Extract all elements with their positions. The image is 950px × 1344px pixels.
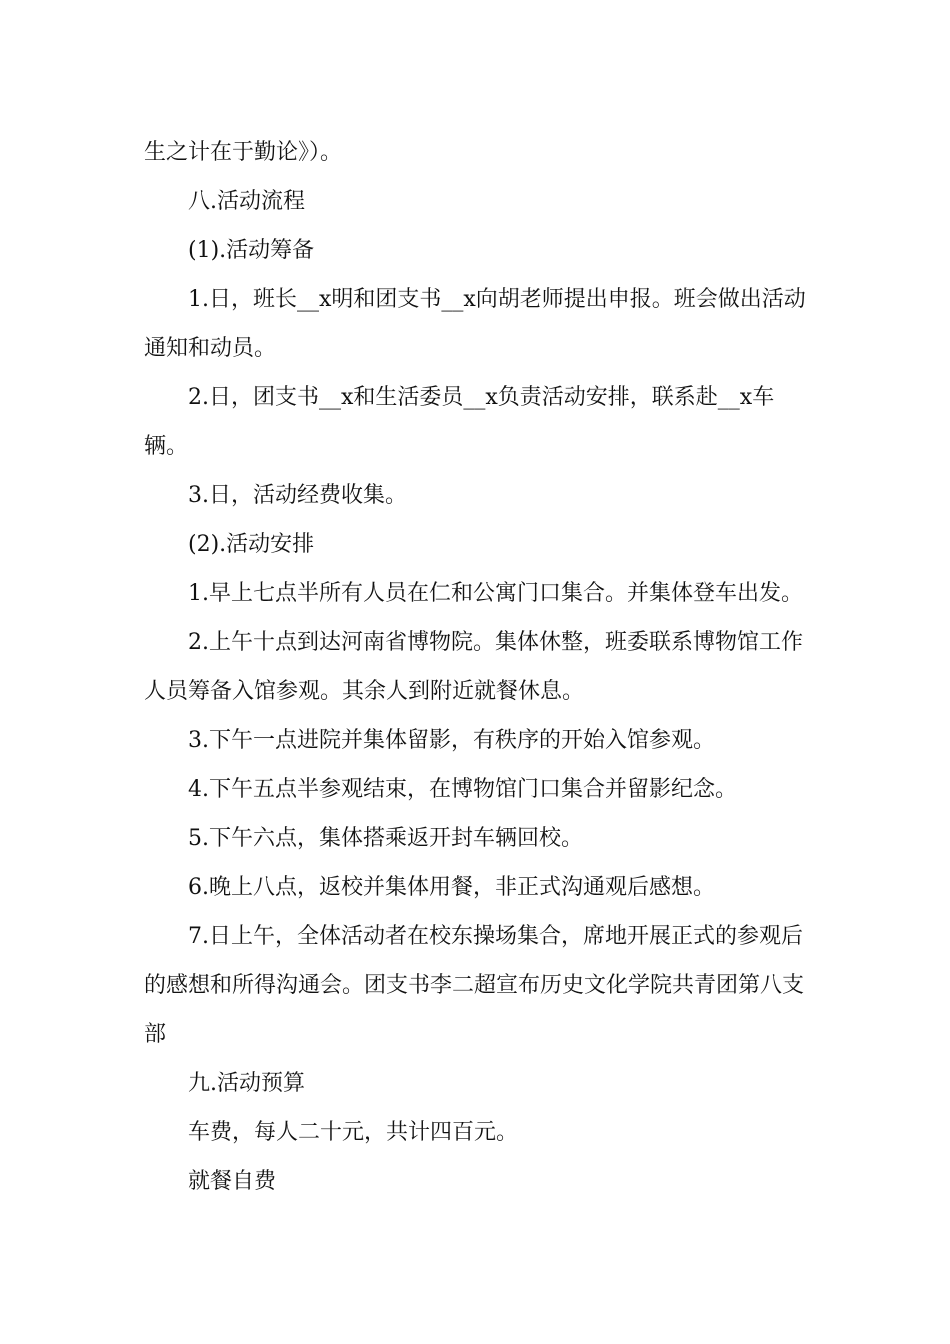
list-item-arrangement-3: 3.下午一点进院并集体留影，有秩序的开始入馆参观。 [188,728,715,753]
subsection-heading-arrangement: (2).活动安排 [188,532,315,557]
list-item-arrangement-5: 5.下午六点，集体搭乘返开封车辆回校。 [188,826,583,851]
list-item-arrangement-4: 4.下午五点半参观结束，在博物馆门口集合并留影纪念。 [188,777,737,802]
subsection-heading-preparation: (1).活动筹备 [188,238,315,263]
budget-item-transport: 车费，每人二十元，共计四百元。 [188,1120,519,1145]
list-item-preparation-3: 3.日，活动经费收集。 [188,483,407,508]
section-heading-activity-flow: 八.活动流程 [188,189,305,214]
budget-item-meals: 就餐自费 [188,1169,277,1194]
list-item-arrangement-1: 1.早上七点半所有人员在仁和公寓门口集合。并集体登车出发。 [188,581,803,606]
section-heading-budget: 九.活动预算 [188,1071,305,1096]
document-body [144,128,808,1206]
list-item-arrangement-7: 7.日上午，全体活动者在校东操场集合，席地开展正式的参观后的感想和所得沟通会。团支书李二超宣布历史文化学院共青团第八支部 [144,924,805,1047]
list-item-arrangement-2: 2.上午十点到达河南省博物院。集体休整，班委联系博物馆工作人员筹备入馆参观。其余人到附近就餐休息。 [144,630,803,704]
list-item-arrangement-6: 6.晚上八点，返校并集体用餐，非正式沟通观后感想。 [188,875,715,900]
list-item-preparation-2: 2.日，团支书__x和生活委员__x负责活动安排，联系赴__x车辆。 [144,385,775,459]
list-item-preparation-1: 1.日，班长__x明和团支书__x向胡老师提出申报。班会做出活动通知和动员。 [144,287,806,361]
paragraph-continuation: 生之计在于勤论》）。 [144,140,343,165]
